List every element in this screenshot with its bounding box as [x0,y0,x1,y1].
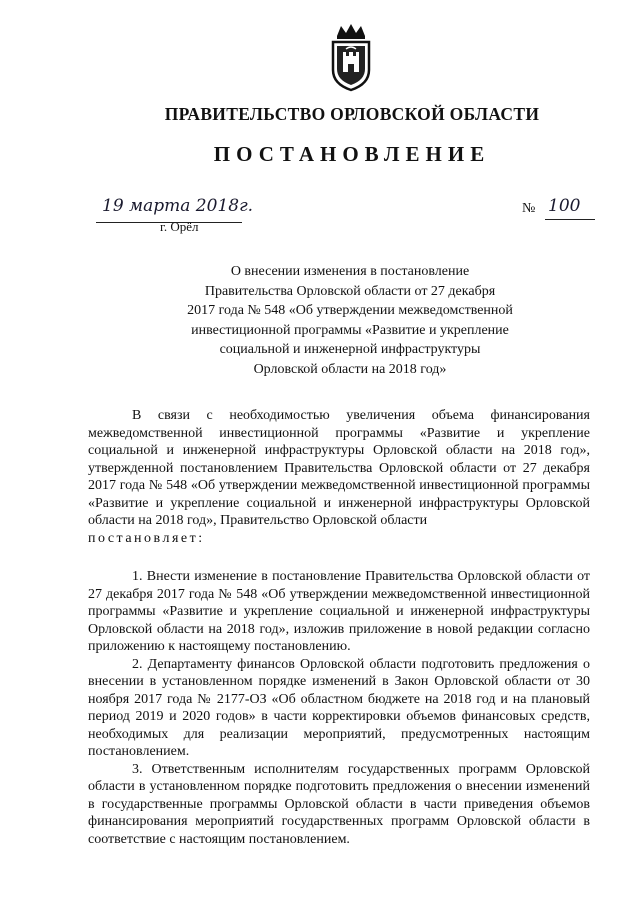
preamble-text: В связи с необходимостью увеличения объема финансирования межведомственной инвестиционной программы «Развитие и укрепление социальной и инженерной инфраструктуры Орловской области на 2018 год», утвержденной постановлением Правительства Орловской области от 27 декабря 2017 года № 548 «Об утверждении межведомственной инвестиционной программы «Развитие и укрепление социальной и инженерной инфраструктуры Орловской области на 2018 год», Правительство Орловской области [88,408,590,528]
decree-word: постановляет: [88,530,205,546]
decree-item-3: 3. Ответственным исполнителям государственных программ Орловской области в установленном порядке подготовить предложения о внесении изменений в государственные программы Орловской области в части приведения объемов финансирования мероприятий государственных программ Орловской области в соответствие с настоящим постановлением. [88,761,590,847]
title-line: Орловской области на 2018 год» [253,361,447,377]
preamble-paragraph [88,407,590,547]
number-sign: № [522,201,536,216]
number-underline [545,219,595,220]
handwritten-date: 19 марта 2018г. [102,196,254,216]
title-line: Правительства Орловской области от 27 декабря [204,283,496,299]
decree-item-2: 2. Департаменту финансов Орловской области подготовить предложения о внесении в установленном порядке изменений в Закон Орловской области от 30 ноября 2017 года № 2177-ОЗ «Об областном бюджете на 2018 год и на плановый период 2019 и 2020 годов» в части корректировки объемов финансовых средств, необходимых для реализации мероприятий, предусмотренных настоящим постановлением. [88,656,590,759]
title-line: социальной и инженерной инфраструктуры [219,342,481,358]
coat-of-arms-icon [327,22,375,92]
title-line: О внесении изменения в постановление [230,264,470,279]
decree-item-1: 1. Внести изменение в постановление Правительства Орловской области от 27 декабря 2017 года № 548 «Об утверждении межведомственной инвестиционной программы «Развитие и укрепление социальной и инженерной инфраструктуры Орловской области на 2018 год», изложив приложение в новой редакции согласно приложению к настоящему постановлению. [88,569,590,654]
title-line: инвестиционной программы «Развитие и укрепление [191,322,509,338]
document-body [88,407,590,848]
authority-name: ПРАВИТЕЛЬСТВО ОРЛОВСКОЙ ОБЛАСТИ [164,104,540,124]
city: г. Орёл [160,219,199,234]
document-type: ПОСТАНОВЛЕНИЕ [213,142,491,166]
document-title [140,262,560,380]
handwritten-number: 100 [548,196,581,216]
title-line: 2017 года № 548 «Об утверждении межведомственной [187,303,513,319]
